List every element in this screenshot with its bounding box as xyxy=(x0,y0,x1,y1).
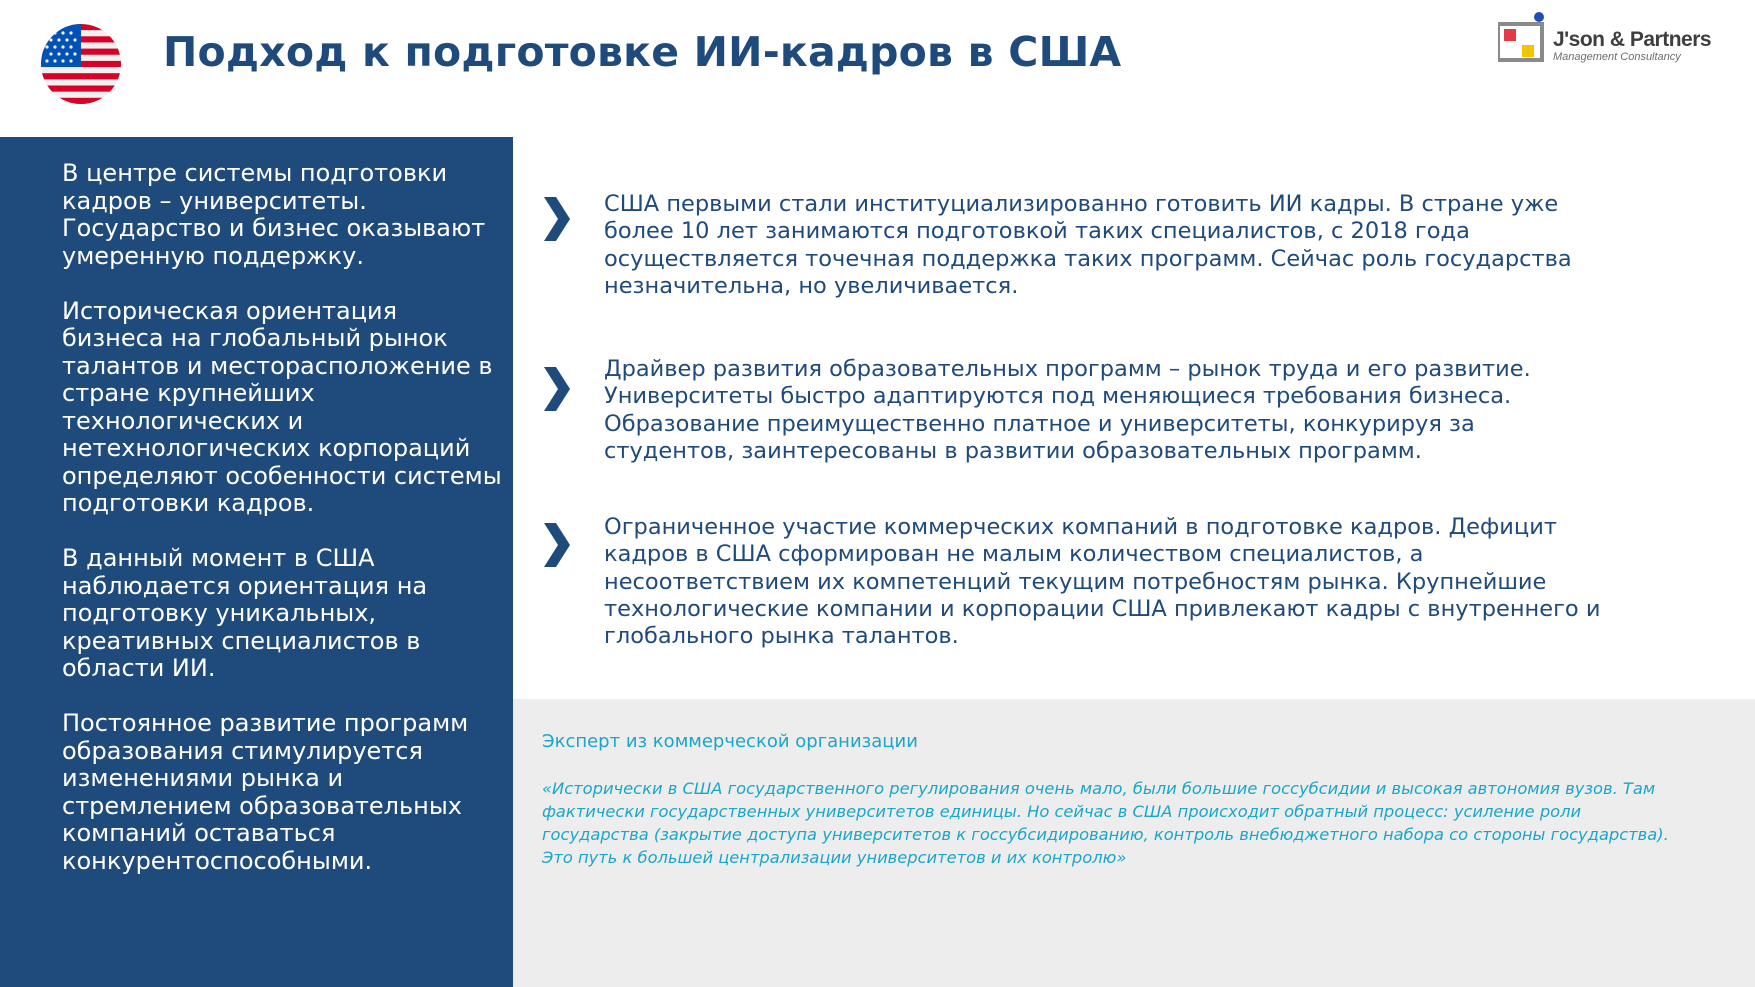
quote-text: «Исторически в США государственного регулирования очень мало, были большие госсубсидии и высокая автономия вузов. Там фактически государственных университетов единицы. Но сейчас в США происходит обратный процесс: усиление роли государства (закрытие доступа университетов к госсубсидированию, контроль внебюджетного набора со стороны государства). Это путь к большей централизации университетов и их контролю» xyxy=(542,779,1669,867)
key-point-text: США первыми стали институциализированно готовить ИИ кадры. В стране уже более 10 лет занимаются подготовкой таких специалистов, с 2018 года осуществляется точечная поддержка таких программ. Сейчас роль государства незначительна, но увеличивается. xyxy=(604,191,1572,299)
us-flag-icon xyxy=(41,24,121,104)
left-paragraph: Историческая ориентация бизнеса на глобальный рынок талантов и месторасположение в стране крупнейших технологических и нетехнологических корпораций определяют особенности системы подготовки кадров. xyxy=(62,296,502,517)
key-point-text: Драйвер развития образовательных программ – рынок труда и его развитие. Университеты быстро адаптируются под меняющиеся требования бизнеса. Образование преимущественно платное и университеты, конкурируя за студентов, заинтересованы в развитии образовательных программ. xyxy=(604,356,1531,464)
chevron-right-icon xyxy=(540,195,574,243)
quote-author: Эксперт из коммерческой организации xyxy=(542,731,918,752)
left-paragraph: В центре системы подготовки кадров – университеты. Государство и бизнес оказывают умеренную поддержку. xyxy=(62,159,486,270)
key-point-text: Ограниченное участие коммерческих компаний в подготовке кадров. Дефицит кадров в США сформирован не малым количеством специалистов, а несоответствием их компетенций текущим потребностям рынка. Крупнейшие технологические компании и корпорации США привлекают кадры с внутреннего и глобального рынка талантов. xyxy=(604,514,1601,650)
page-title: Подход к подготовке ИИ-кадров в США xyxy=(163,28,1122,76)
left-paragraph: Постоянное развитие программ образования стимулируется изменениями рынка и стремлением образовательных компаний оставаться конкурентоспособными. xyxy=(62,709,469,875)
left-panel-text xyxy=(62,160,502,903)
logo-name: J'son & Partners xyxy=(1553,28,1712,51)
logo-subtitle: Management Consultancy xyxy=(1553,51,1681,63)
chevron-right-icon xyxy=(540,365,574,413)
left-paragraph: В данный момент в США наблюдается ориентация на подготовку уникальных, креативных специалистов в области ИИ. xyxy=(62,544,428,682)
chevron-right-icon xyxy=(540,521,574,569)
